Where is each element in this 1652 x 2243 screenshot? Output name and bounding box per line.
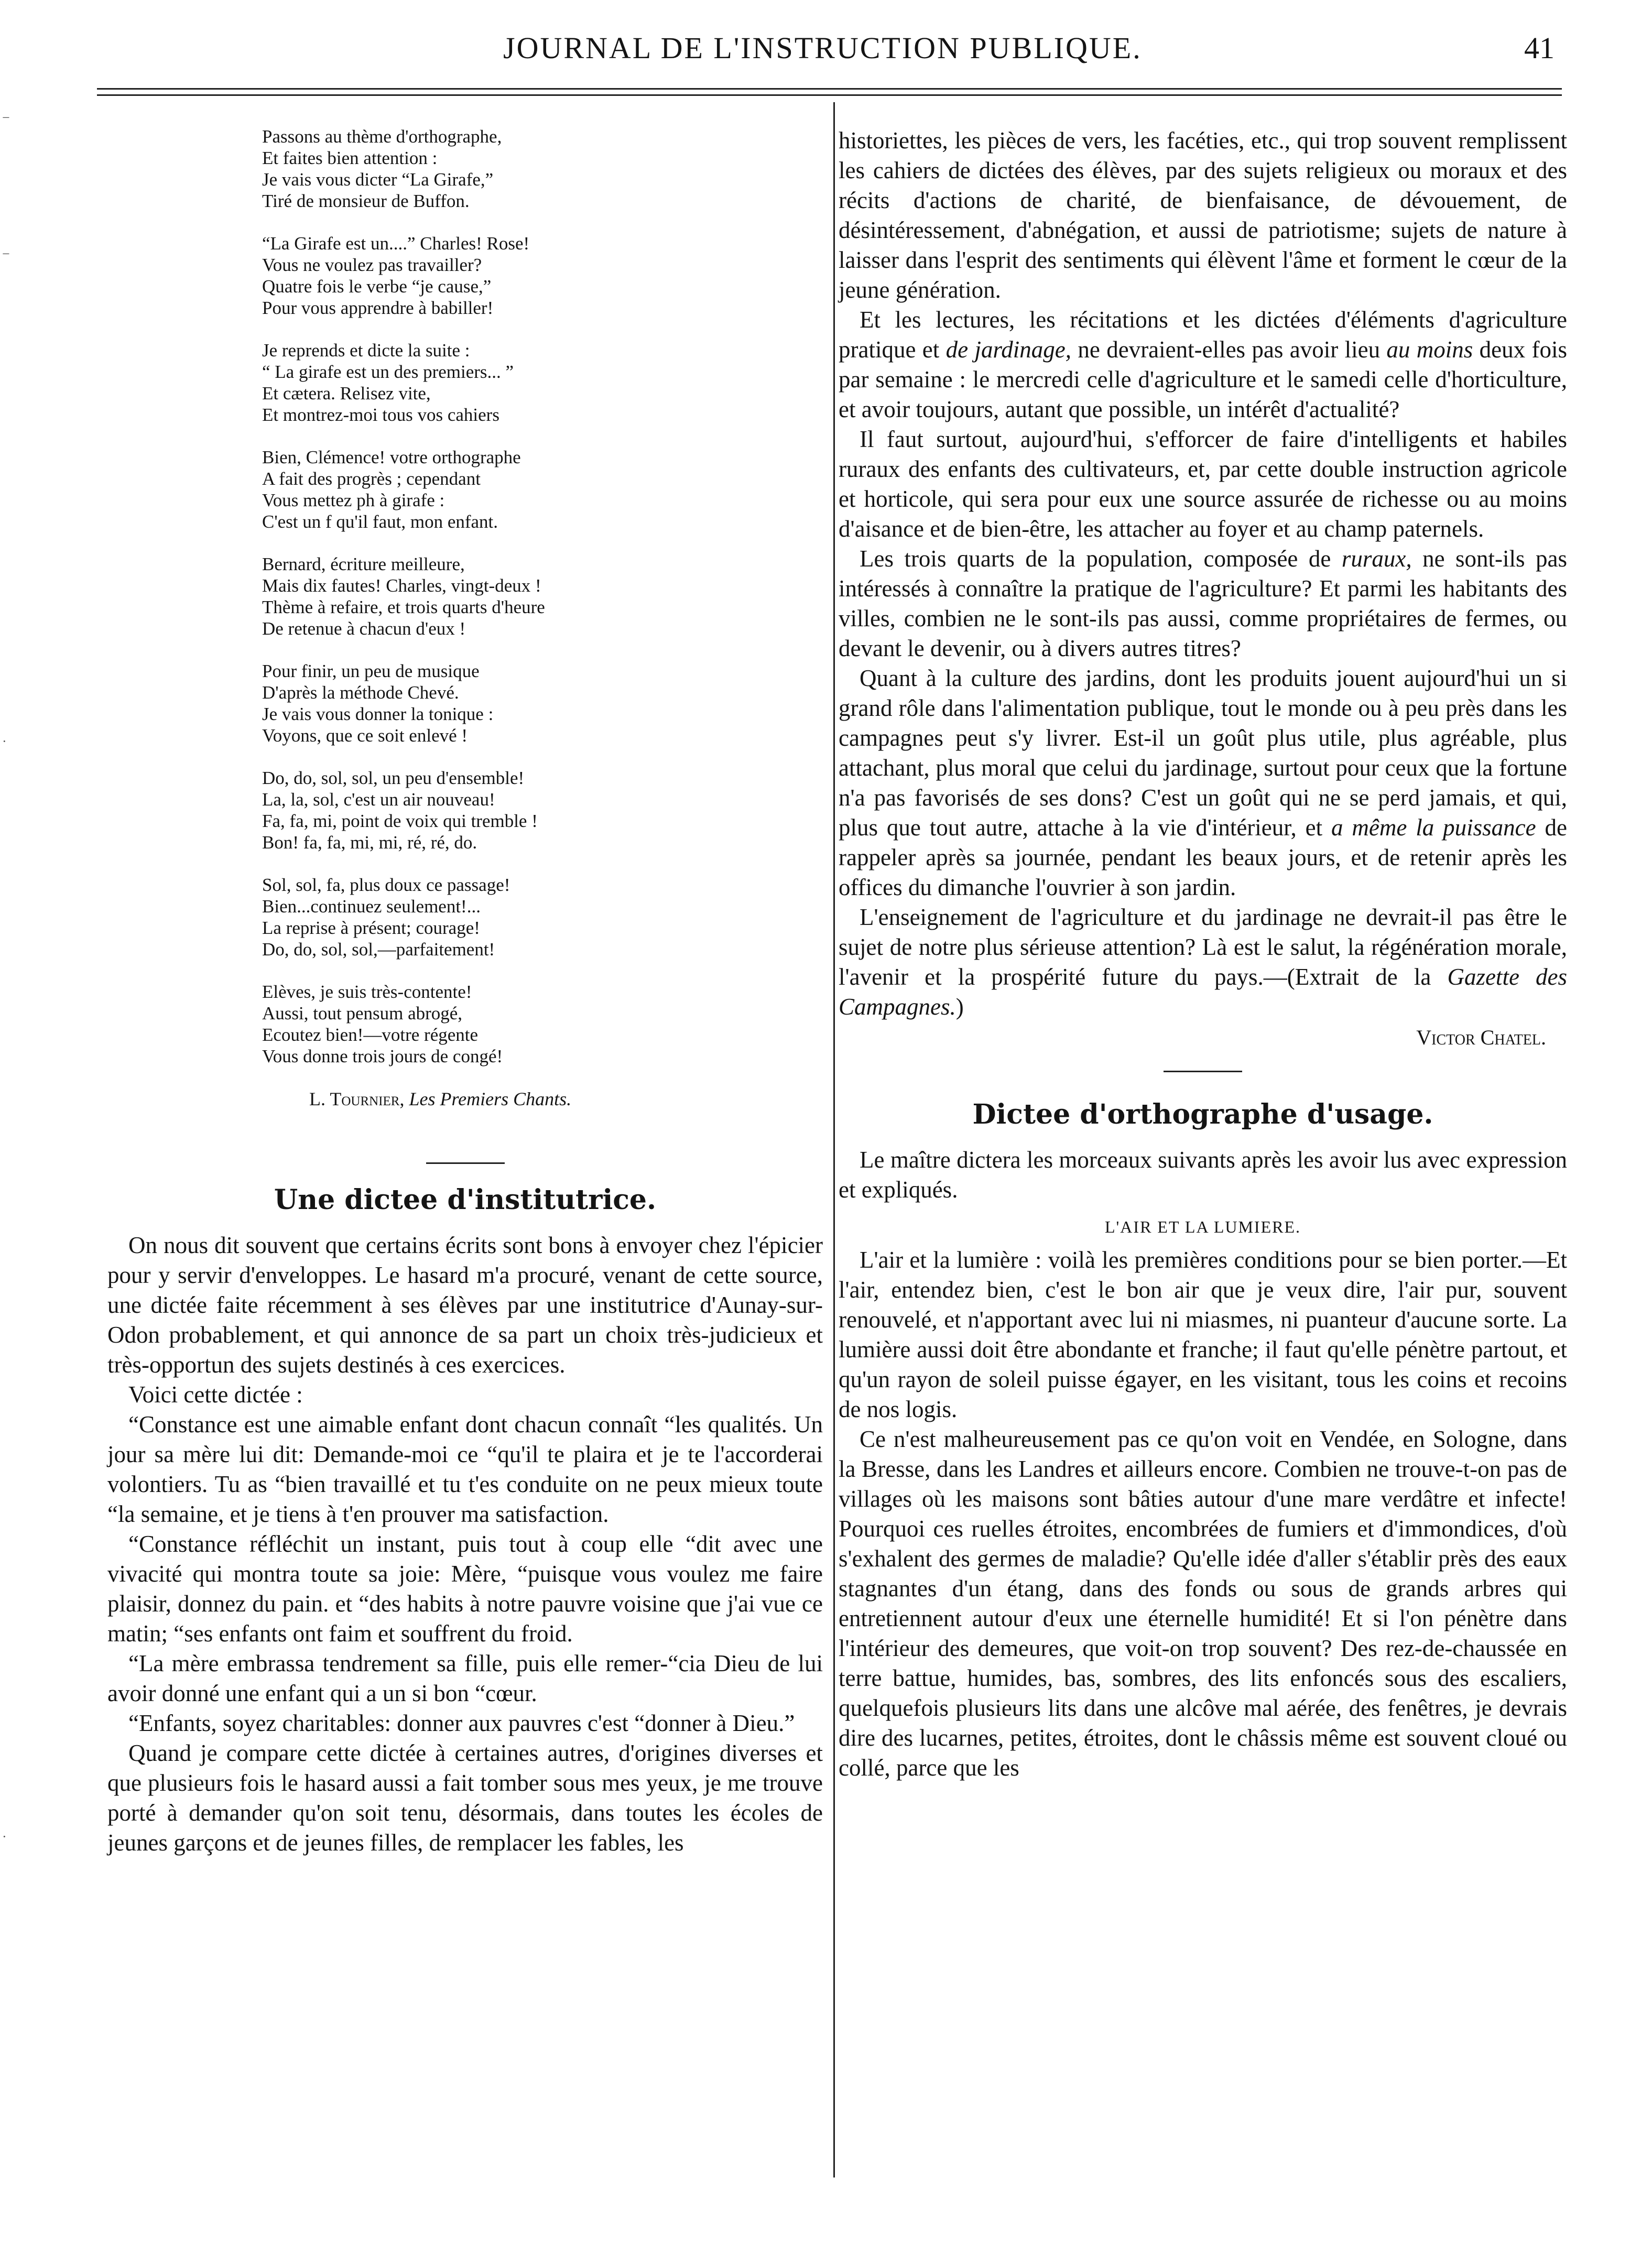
paragraph-population	[839, 544, 1567, 663]
text-run: ne sont-ils pas intéressés à connaître la pratique de l'agriculture? Et parmi les habitants des villes, combien ne le sont-ils pas aussi, comme propriétaires de fermes, ou devant le devenir, ou à divers autres titres?	[839, 546, 1567, 661]
column-divider	[833, 102, 835, 2177]
text-run: Et les lectures, les récitations et les dictées d'éléments d'agriculture pratique et	[839, 307, 1567, 363]
paragraph-lectures	[839, 305, 1567, 424]
poem-line: “ La girafe est un des premiers... ”	[262, 362, 514, 382]
poem-stanza	[262, 874, 823, 960]
paragraph: “Enfants, soyez charitables: donner aux pauvres c'est “donner à Dieu.”	[128, 1710, 795, 1736]
emphasis: Gazette des Campagnes.	[839, 964, 1568, 1020]
right-column	[839, 126, 1567, 1783]
emphasis: de jardinage,	[945, 336, 1072, 363]
continued-paragraph: historiettes, les pièces de vers, les facéties, etc., qui trop souvent remplissent les cahiers de dictées des élèves, par des sujets religieux ou moraux et des récits d'actions de charité, de bienfaisance, de dévouement, de désintéressement, d'abnégation, et aussi de patriotisme; sujets de nature à laisser dans l'esprit des sentiments qui élèvent l'âme et forment le cœur de la jeune génération.	[839, 127, 1567, 303]
poem	[262, 126, 823, 1067]
author-signature: Victor Chatel.	[1416, 1026, 1546, 1049]
poem-stanza	[262, 981, 823, 1067]
page-number: 41	[1524, 31, 1555, 65]
poem-source: Les Premiers Chants.	[409, 1088, 572, 1109]
poem-line: Tiré de monsieur de Buffon.	[262, 191, 470, 211]
paragraph-jardins	[839, 663, 1567, 902]
paragraph: “Constance est une aimable enfant dont chacun connaît “les qualités. Un jour sa mère lui dit: Demande-moi ce “qu'il te plaira et je te l'accorderai volontiers. Tu as “bien travaillé et tu t'es conduite on ne peux mieux toute “la semaine, et je tiens à t'en prouver ma satisfaction.	[107, 1411, 823, 1527]
text-run: L'enseignement de l'agriculture et du jardinage ne devrait-il pas être le sujet de notre plus sérieuse attention? Là est le salut, la régénération morale, l'avenir et la prospérité future du pays.—(Extrait de la	[839, 904, 1567, 990]
poem-line: La, la, sol, c'est un air nouveau!	[262, 789, 495, 810]
poem-line: Fa, fa, mi, point de voix qui tremble !	[262, 811, 538, 831]
paragraph-surtout: Il faut surtout, aujourd'hui, s'efforcer de faire d'intelligents et habiles ruraux des enfants des cultivateurs, et, par cette double instruction agricole et horticole, qui sera pour eux une source assurée de richesse ou au moins d'aisance et de bien-être, les attacher au foyer et au champ paternels.	[839, 426, 1567, 542]
margin-mark: ·	[2, 734, 7, 749]
journal-title: JOURNAL DE L'INSTRUCTION PUBLIQUE.	[503, 31, 1142, 65]
article-title: Dictee d'orthographe d'usage.	[972, 1098, 1433, 1130]
paragraph: Ce n'est malheureusement pas ce qu'on voit en Vendée, en Sologne, dans la Bresse, dans les Landres et ailleurs encore. Combien ne trouve-t-on pas de villages où les maisons sont bâties autour d'une mare verdâtre et infecte! Pourquoi ces ruelles étroites, encombrées de fumiers et d'immondices, d'où s'exhalent des germes de maladie? Qu'elle idée d'aller s'établir près des eaux stagnantes d'un étang, dans des fonds ou sous de grands arbres qui entretiennent autour d'eux une éternelle humidité! Et si l'on pénètre dans l'intérieur des demeures, que voit-on trop souvent? Des rez-de-chaussée en terre battue, humides, bas, sombres, des lits enfoncés sous des escaliers, quelquefois plusieurs lits dans une alcôve mal aérée, des fenêtres, je devrais dire des lucarnes, petites, étroites, dont le châssis même est souvent cloué ou collé, parce que les	[839, 1426, 1567, 1781]
margin-mark: −	[2, 110, 10, 125]
poem-line: Do, do, sol, sol,—parfaitement!	[262, 939, 495, 960]
paragraph: L'air et la lumière : voilà les premières conditions pour se bien porter.—Et l'air, entendez bien, c'est le bon air que je veux dire, l'air pur, souvent renouvelé, et n'apportant avec lui ni miasmes, ni puanteur d'aucune sorte. La lumière aussi doit être abondante et franche; il faut qu'elle pénètre partout, et qu'un rayon de soleil puisse égayer, en les visitant, tous les coins et recoins de nos logis.	[839, 1247, 1567, 1422]
margin-mark: ·	[2, 1829, 7, 1844]
emphasis: au moins	[1386, 336, 1473, 363]
paragraph: “La mère embrassa tendrement sa fille, puis elle remer-“cia Dieu de lui avoir donné une enfant qui a un si bon “cœur.	[107, 1650, 823, 1706]
poem-author: L. Tournier,	[309, 1088, 405, 1109]
poem-line: Bien, Clémence! votre orthographe	[262, 447, 521, 467]
paragraph: Voici cette dictée :	[128, 1381, 303, 1408]
header-rule-bottom	[97, 94, 1562, 96]
text-run: ne devraient-elles pas avoir lieu	[1071, 336, 1387, 363]
poem-line: Passons au thème d'orthographe,	[262, 126, 502, 147]
poem-line: Je vais vous donner la tonique :	[262, 704, 494, 724]
margin-mark: −	[2, 246, 10, 262]
poem-line: Vous donne trois jours de congé!	[262, 1046, 503, 1066]
poem-line: Et montrez-moi tous vos cahiers	[262, 405, 499, 425]
paragraph: “Constance réfléchit un instant, puis tout à coup elle “dit avec une vivacité qui montra toute sa joie: Mère, “puisque vous voulez me faire plaisir, donnez du pain. et “des habits à notre pauvre voisine que j'ai vue ce matin; “ses enfants ont faim et souffrent du froid.	[107, 1531, 823, 1647]
poem-line: D'après la méthode Chevé.	[262, 682, 459, 703]
article-title: Une dictee d'institutrice.	[274, 1184, 657, 1216]
section-divider	[426, 1162, 505, 1164]
paragraph: On nous dit souvent que certains écrits sont bons à envoyer chez l'épicier pour y servir d'enveloppes. Le hasard m'a procuré, venant de cette source, une dictée faite récemment à ses élèves par une institutrice d'Aunay-sur-Odon probablement, et qui annonce de sa part un choix très-judicieux et très-opportun des sujets destinés à ces exercices.	[107, 1232, 823, 1378]
poem-line: Quatre fois le verbe “je cause,”	[262, 276, 492, 297]
poem-line: Voyons, que ce soit enlevé !	[262, 725, 468, 746]
text-run: )	[955, 994, 964, 1020]
poem-line: La reprise à présent; courage!	[262, 918, 480, 938]
poem-stanza	[262, 126, 823, 212]
poem-line: Elèves, je suis très-contente!	[262, 982, 472, 1002]
poem-line: Vous mettez ph à girafe :	[262, 490, 445, 510]
poem-line: Bon! fa, fa, mi, mi, ré, ré, do.	[262, 832, 477, 853]
poem-line: Et faites bien attention :	[262, 148, 438, 168]
poem-stanza	[262, 553, 823, 639]
poem-line: Aussi, tout pensum abrogé,	[262, 1003, 463, 1023]
paragraph: Quand je compare cette dictée à certaines autres, d'origines diverses et que plusieurs fois le hasard aussi a fait tomber sous mes yeux, je me trouve porté à demander qu'on soit tenu, désormais, dans toutes les écoles de jeunes garçons et de jeunes filles, de remplacer les fables, les	[107, 1740, 823, 1856]
poem-line: Et cætera. Relisez vite,	[262, 383, 431, 404]
emphasis: a même la puissance	[1331, 814, 1536, 841]
poem-line: Bernard, écriture meilleure,	[262, 554, 465, 574]
poem-line: De retenue à chacun d'eux !	[262, 618, 466, 639]
poem-line: C'est un f qu'il faut, mon enfant.	[262, 511, 498, 532]
header-rule-top	[97, 88, 1562, 90]
article-intro: Le maître dictera les morceaux suivants après les avoir lus avec expression et expliqués.	[839, 1147, 1567, 1203]
poem-line: Je vais vous dicter “La Girafe,”	[262, 169, 494, 190]
poem-line: Sol, sol, fa, plus doux ce passage!	[262, 875, 510, 895]
article-subtitle: L'AIR ET LA LUMIERE.	[1104, 1217, 1301, 1236]
poem-stanza	[262, 767, 823, 853]
poem-stanza	[262, 660, 823, 746]
page-header	[0, 30, 1652, 67]
text-run: Les trois quarts de la population, composée de	[860, 546, 1342, 572]
text-run: deux fois par semaine : le mercredi celle d'agriculture et le samedi celle d'horticulture, et avoir toujours, autant que possible, un intérêt d'actualité?	[839, 336, 1567, 422]
article-body	[107, 1231, 823, 1858]
poem-line: Pour vous apprendre à babiller!	[262, 298, 494, 318]
poem-line: Vous ne voulez pas travailler?	[262, 255, 482, 275]
article-body	[839, 1245, 1567, 1783]
poem-stanza	[262, 340, 823, 426]
emphasis: ruraux,	[1341, 546, 1412, 572]
left-column	[107, 126, 823, 1858]
text-run: de rappeler après sa journée, pendant les beaux jours, et de retenir après les offices du dimanche l'ouvrier à son jardin.	[839, 814, 1567, 900]
poem-line: “La Girafe est un....” Charles! Rose!	[262, 233, 530, 254]
poem-line: Bien...continuez seulement!...	[262, 896, 481, 917]
poem-line: A fait des progrès ; cependant	[262, 469, 481, 489]
section-divider	[1164, 1071, 1242, 1072]
poem-line: Thème à refaire, et trois quarts d'heure	[262, 597, 545, 617]
poem-stanza	[262, 233, 823, 319]
text-run: Quant à la culture des jardins, dont les produits jouent aujourd'hui un si grand rôle dans l'alimentation publique, tout le monde ou à peu près dans les campagnes peut s'y livrer. Est-il un goût plus utile, plus agréable, plus attachant, plus moral que celui du jardinage, surtout pour ceux que la fortune n'a pas favorisés de ses dons? C'est un goût qui ne se perd jamais, et qui, plus que tout autre, attache à la vie d'intérieur, et	[839, 665, 1567, 841]
poem-line: Mais dix fautes! Charles, vingt-deux !	[262, 575, 541, 596]
poem-line: Do, do, sol, sol, un peu d'ensemble!	[262, 768, 525, 788]
poem-line: Pour finir, un peu de musique	[262, 661, 480, 681]
paragraph-enseignement	[839, 902, 1567, 1022]
poem-line: Je reprends et dicte la suite :	[262, 340, 470, 361]
poem-line: Ecoutez bien!—votre régente	[262, 1025, 479, 1045]
poem-attribution	[309, 1088, 823, 1110]
poem-stanza	[262, 447, 823, 532]
